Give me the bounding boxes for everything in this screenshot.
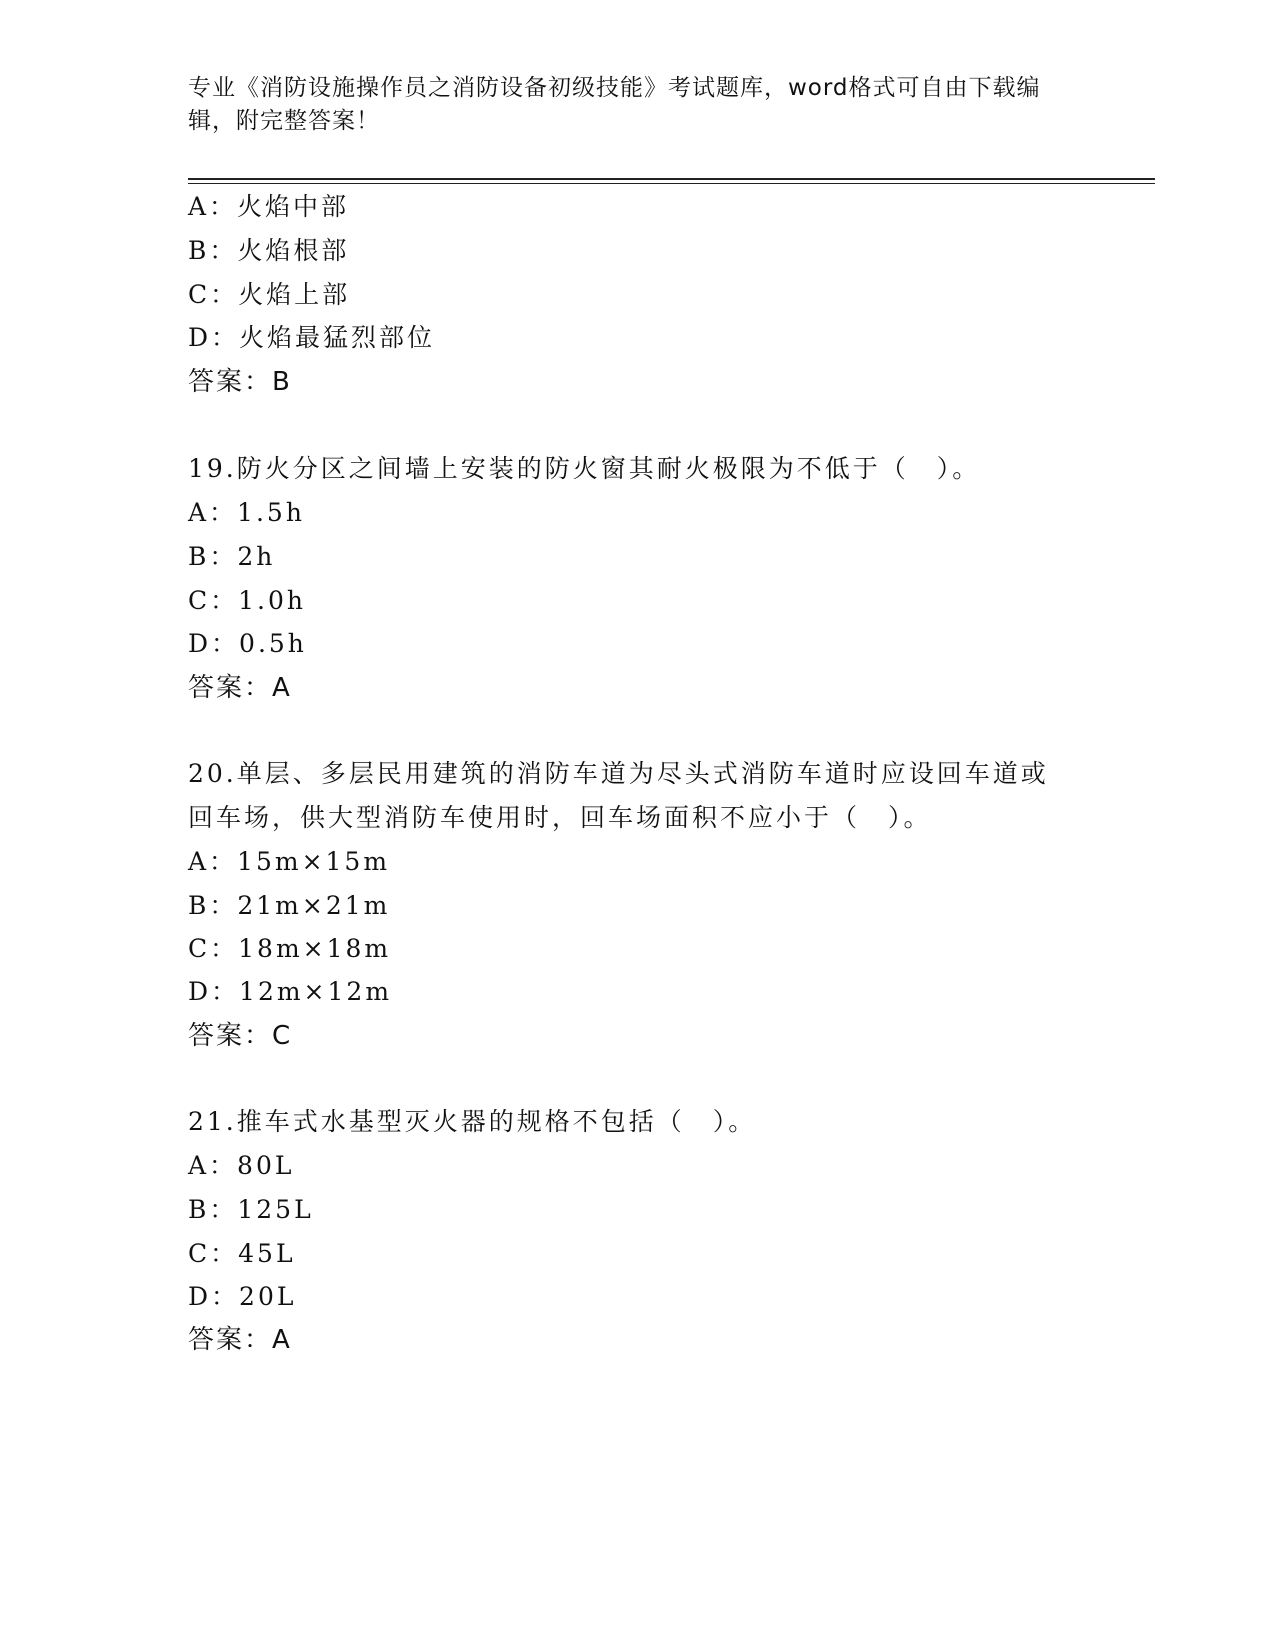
q18-answer: 答案：B	[188, 367, 292, 397]
q20-stem-line-1: 20.单层、多层民用建筑的消防车道为尽头式消防车道时应设回车道或	[188, 759, 1049, 788]
q20-option-c: C：18m×18m	[188, 934, 392, 963]
q21-answer: 答案：A	[188, 1325, 292, 1355]
header-line-1: 专业《消防设施操作员之消防设备初级技能》考试题库，word格式可自由下载编	[188, 75, 1041, 101]
q20-stem-line-2: 回车场，供大型消防车使用时，回车场面积不应小于（ ）。	[188, 803, 932, 832]
header-divider-thick	[188, 178, 1155, 180]
q21-option-d: D：20L	[188, 1282, 297, 1311]
header-divider-thin	[188, 183, 1155, 184]
q19-option-c: C：1.0h	[188, 586, 306, 615]
q20-option-d: D：12m×12m	[188, 977, 393, 1006]
q21-option-c: C：45L	[188, 1239, 296, 1268]
q19-answer: 答案：A	[188, 673, 292, 703]
q20-option-b: B：21m×21m	[188, 891, 391, 920]
q18-option-a: A：火焰中部	[188, 192, 350, 221]
q20-answer: 答案：C	[188, 1021, 293, 1051]
q19-option-d: D：0.5h	[188, 629, 307, 658]
document-header	[188, 72, 1068, 138]
q21-stem: 21.推车式水基型灭火器的规格不包括（ ）。	[188, 1107, 757, 1136]
q18-option-b: B：火焰根部	[188, 236, 350, 265]
q19-stem: 19.防火分区之间墙上安装的防火窗其耐火极限为不低于（ ）。	[188, 454, 981, 483]
q21-option-a: A：80L	[188, 1151, 295, 1180]
q20-option-a: A：15m×15m	[188, 847, 391, 876]
q18-option-d: D：火焰最猛烈部位	[188, 323, 436, 352]
header-line-2: 辑，附完整答案！	[188, 108, 380, 134]
q18-option-c: C：火焰上部	[188, 280, 351, 309]
q21-option-b: B：125L	[188, 1195, 314, 1224]
q19-option-b: B：2h	[188, 542, 276, 571]
q19-option-a: A：1.5h	[188, 498, 305, 527]
